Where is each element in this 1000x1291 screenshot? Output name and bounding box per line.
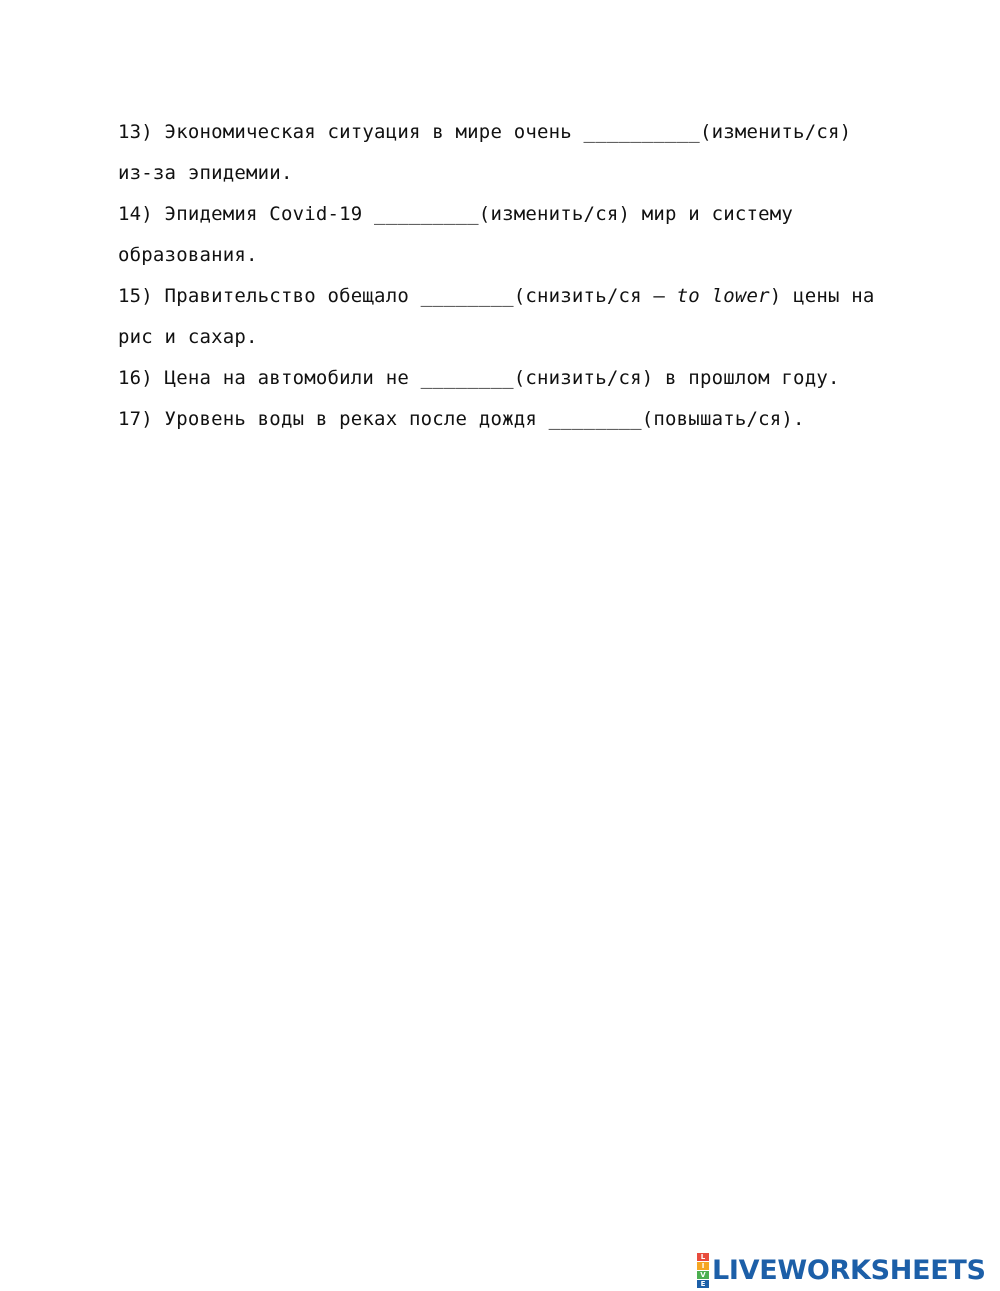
question-15-hint-italic: to lower — [676, 285, 770, 307]
question-14-line-2: образования. — [118, 244, 258, 266]
question-15-text-before: 15) Правительство обещало ________(снизить/ся – — [118, 285, 677, 307]
liveworksheets-logo — [697, 1253, 986, 1287]
logo-badge-letter: I — [697, 1262, 709, 1270]
logo-badge-letter: V — [697, 1271, 709, 1279]
question-13-line-2: из-за эпидемии. — [118, 162, 293, 184]
worksheet-content — [118, 112, 918, 440]
question-15-line-2: рис и сахар. — [118, 326, 258, 348]
question-15-line-1 — [118, 276, 918, 317]
question-15-text-after: ) цены на — [769, 285, 875, 307]
logo-badge-icon — [697, 1253, 709, 1288]
logo-badge-letter: E — [697, 1280, 709, 1288]
question-17-line-1: 17) Уровень воды в реках после дождя ________(повышать/ся). — [118, 408, 805, 430]
logo-badge-letter: L — [697, 1253, 709, 1261]
logo-text: LIVEWORKSHEETS — [712, 1254, 986, 1286]
question-14-line-1: 14) Эпидемия Covid-19 _________(изменить/ся) мир и систему — [118, 203, 794, 225]
question-13-line-1: 13) Экономическая ситуация в мире очень __________(изменить/ся) — [118, 121, 852, 143]
question-16-line-1: 16) Цена на автомобили не ________(снизить/ся) в прошлом году. — [118, 367, 840, 389]
